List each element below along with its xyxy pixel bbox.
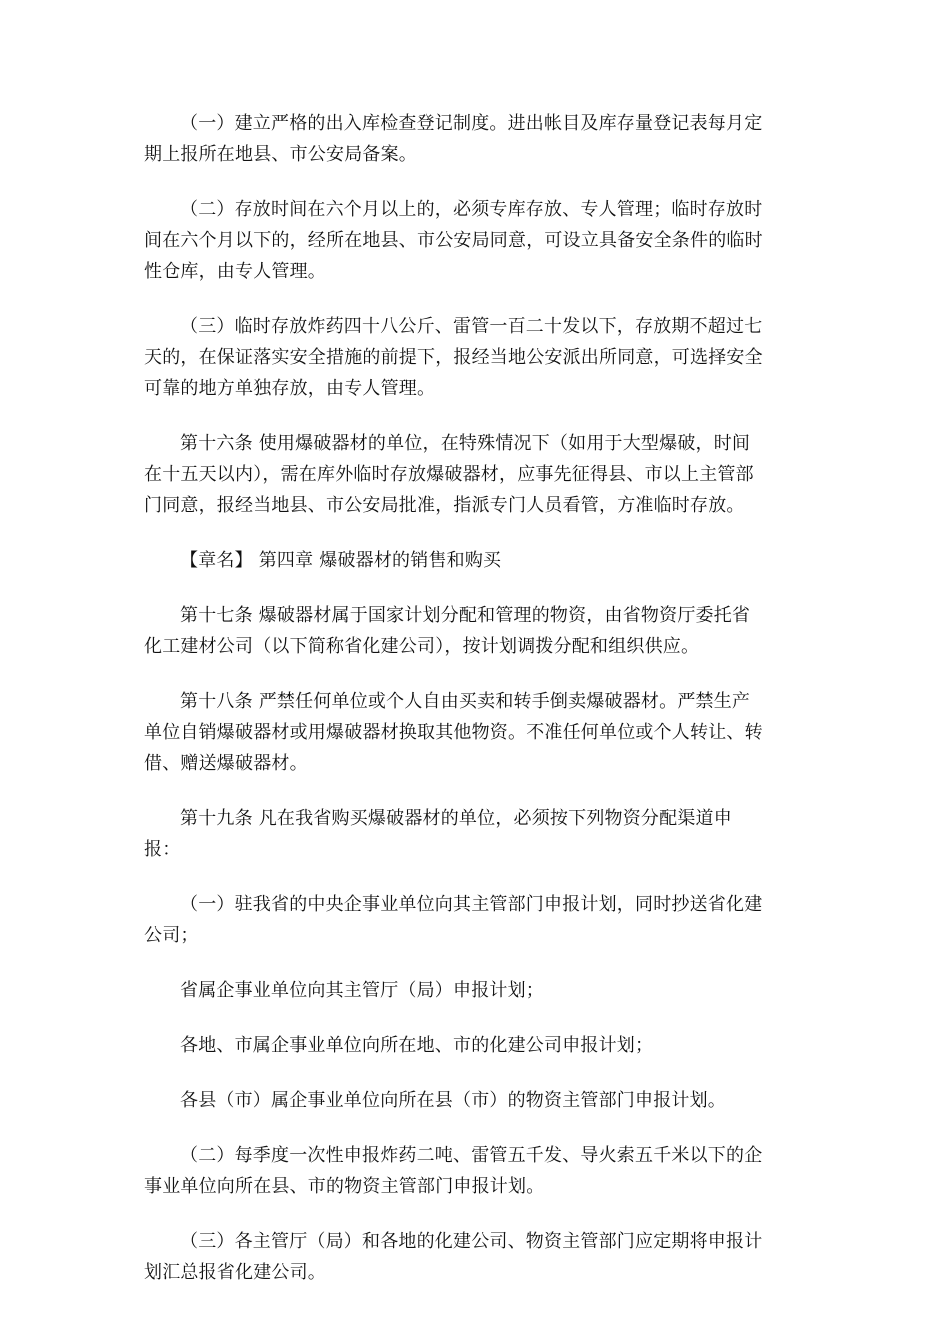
article-19-provincial-units: 省属企事业单位向其主管厅（局）申报计划；	[180, 980, 544, 1001]
article-18: 第十八条 严禁任何单位或个人自由买卖和转手倒卖爆破器材。严禁生产单位自销爆破器材或用爆破器材换取其他物资。不准任何单位或个人转让、转借、赠送爆破器材。	[144, 691, 763, 774]
paragraph-temporary-storage: （三）临时存放炸药四十八公斤、雷管一百二十发以下，存放期不超过七天的，在保证落实安全措施的前提下，报经当地公安派出所同意，可选择安全可靠的地方单独存放，由专人管理。	[144, 316, 763, 399]
paragraph-storage-registration: （一）建立严格的出入库检查登记制度。进出帐目及库存量登记表每月定期上报所在地县、市公安局备案。	[144, 113, 763, 165]
article-19-item-3: （三）各主管厅（局）和各地的化建公司、物资主管部门应定期将申报计划汇总报省化建公司。	[144, 1231, 763, 1283]
article-19-item-1: （一）驻我省的中央企事业单位向其主管部门申报计划，同时抄送省化建公司；	[144, 894, 763, 946]
article-17: 第十七条 爆破器材属于国家计划分配和管理的物资，由省物资厅委托省化工建材公司（以下简称省化建公司），按计划调拨分配和组织供应。	[144, 605, 751, 657]
chapter-heading: 【章名】 第四章 爆破器材的销售和购买	[180, 550, 502, 571]
article-19: 第十九条 凡在我省购买爆破器材的单位，必须按下列物资分配渠道申报：	[144, 808, 732, 860]
document-body	[144, 108, 764, 1312]
paragraph-storage-duration: （二）存放时间在六个月以上的，必须专库存放、专人管理；临时存放时间在六个月以下的，经所在地县、市公安局同意，可设立具备安全条件的临时性仓库，由专人管理。	[144, 199, 763, 282]
article-16: 第十六条 使用爆破器材的单位，在特殊情况下（如用于大型爆破，时间在十五天以内），需在库外临时存放爆破器材，应事先征得县、市以上主管部门同意，报经当地县、市公安局批准，指派专门人员看管，方准临时存放。	[144, 433, 754, 516]
article-19-county-units: 各县（市）属企事业单位向所在县（市）的物资主管部门申报计划。	[180, 1090, 726, 1111]
article-19-city-units: 各地、市属企事业单位向所在地、市的化建公司申报计划；	[180, 1035, 654, 1056]
article-19-item-2: （二）每季度一次性申报炸药二吨、雷管五千发、导火索五千米以下的企事业单位向所在县、市的物资主管部门申报计划。	[144, 1145, 763, 1197]
